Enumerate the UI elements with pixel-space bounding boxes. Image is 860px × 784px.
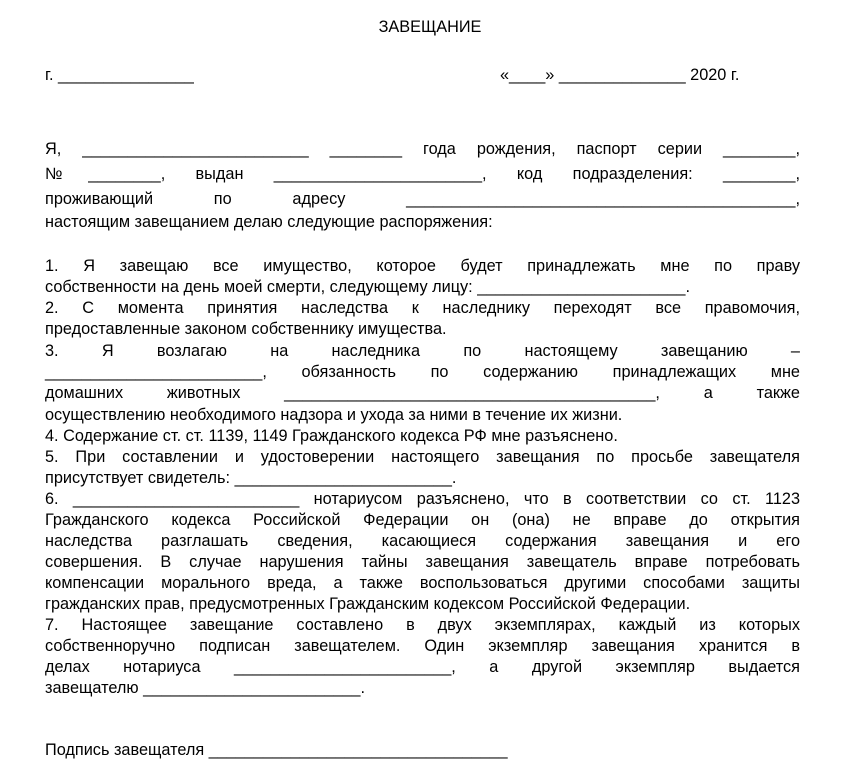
paragraph-line: делах нотариуса ________________________, а другой экземпляр выдается <box>45 658 800 676</box>
paragraph-line: 7. Настоящее завещание составлено в двух экземплярах, каждый из которых <box>45 616 800 634</box>
paragraph-line: предоставленные законом собственнику имущества. <box>45 320 447 338</box>
paragraph-line: 5. При составлении и удостоверении настоящего завещания по просьбе завещателя <box>45 448 800 466</box>
intro-line: Я, _________________________ ________ года рождения, паспорт серии ________, <box>45 140 800 158</box>
intro-line: проживающий по адресу ___________________________________________, <box>45 190 800 208</box>
date-line: «____» ______________ 2020 г. <box>500 66 740 84</box>
intro-line: настоящим завещанием делаю следующие распоряжения: <box>45 213 493 231</box>
paragraph-line: присутствует свидетель: ________________________. <box>45 469 457 487</box>
signature-line: Подпись завещателя _________________________________ <box>45 741 508 759</box>
paragraph-line: наследства разглашать сведения, касающиеся содержания завещания и его <box>45 532 800 550</box>
paragraph-line: осуществлению необходимого надзора и ухода за ними в течение их жизни. <box>45 406 623 424</box>
paragraph-line: компенсации морального вреда, а также воспользоваться другими способами защиты <box>45 574 800 592</box>
paragraph-line: ________________________, обязанность по содержанию принадлежащих мне <box>45 363 800 381</box>
paragraph-line: 2. С момента принятия наследства к наследнику переходят все правомочия, <box>45 299 800 317</box>
paragraph-line: собственности на день моей смерти, следующему лицу: _______________________. <box>45 278 691 296</box>
paragraph-line: 6. _________________________ нотариусом разъяснено, что в соответствии со ст. 1123 <box>45 490 800 508</box>
paragraph-line: совершения. В случае нарушения тайны завещания завещатель вправе потребовать <box>45 553 800 571</box>
document-title: ЗАВЕЩАНИЕ <box>378 18 482 36</box>
paragraph-line: гражданских прав, предусмотренных Гражданским кодексом Российской Федерации. <box>45 595 691 613</box>
paragraph-line: 4. Содержание ст. ст. 1139, 1149 Гражданского кодекса РФ мне разъяснено. <box>45 427 618 445</box>
paragraph-line: собственноручно подписан завещателем. Один экземпляр завещания хранится в <box>45 637 800 655</box>
paragraph-line: 3. Я возлагаю на наследника по настоящему завещанию – <box>45 342 800 360</box>
city-line: г. _______________ <box>45 66 194 84</box>
paragraph-line: домашних животных _________________________________________, а также <box>45 384 800 402</box>
intro-line: №________, выдан _______________________, код подразделения: ________, <box>45 165 800 183</box>
paragraph-line: завещателю ________________________. <box>45 679 365 697</box>
paragraph-line: 1. Я завещаю все имущество, которое будет принадлежать мне по праву <box>45 257 800 275</box>
paragraph-line: Гражданского кодекса Российской Федерации он (она) не вправе до открытия <box>45 511 800 529</box>
